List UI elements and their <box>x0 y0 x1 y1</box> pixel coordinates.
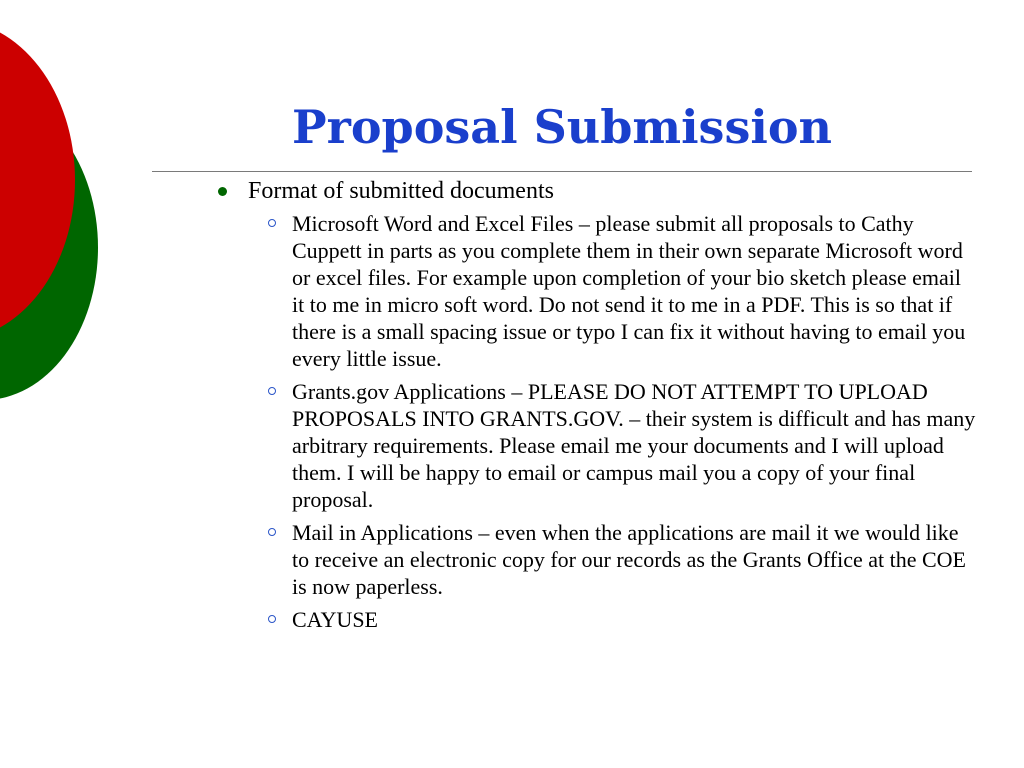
slide-body <box>216 176 976 639</box>
bullet-text: Format of submitted documents <box>248 178 554 204</box>
ring-bullet-icon <box>268 219 276 227</box>
sub-bullet-item <box>260 519 976 600</box>
ring-bullet-icon <box>268 528 276 536</box>
bullet-dot-icon <box>218 187 227 196</box>
sub-bullet-list <box>216 210 976 633</box>
sub-bullet-text: Mail in Applications – even when the applications are mail it we would like to receive an electronic copy for our records as the Grants Office at the COE is now paperless. <box>292 520 966 599</box>
sub-bullet-item <box>260 378 976 513</box>
sub-bullet-text: Microsoft Word and Excel Files – please submit all proposals to Cathy Cuppett in parts as you complete them in their own separate Microsoft word or excel files. For example upon completion of your bio sketch please email it to me in micro soft word. Do not send it to me in a PDF. This is so that if there is a small spacing issue or typo I can fix it without having to email you every little issue. <box>292 211 966 371</box>
ring-bullet-icon <box>268 387 276 395</box>
slide-title: Proposal Submission <box>292 100 832 154</box>
sub-bullet-text: Grants.gov Applications – PLEASE DO NOT ATTEMPT TO UPLOAD PROPOSALS INTO GRANTS.GOV. – their system is difficult and has many arbitrary requirements. Please email me your documents and I will upload them. I will be happy to email or campus mail you a copy of your final proposal. <box>292 379 976 512</box>
sub-bullet-item <box>260 606 976 633</box>
ring-bullet-icon <box>268 615 276 623</box>
sub-bullet-item <box>260 210 976 372</box>
bullet-item <box>216 176 976 206</box>
title-divider <box>152 171 972 172</box>
sub-bullet-text: CAYUSE <box>292 607 378 632</box>
